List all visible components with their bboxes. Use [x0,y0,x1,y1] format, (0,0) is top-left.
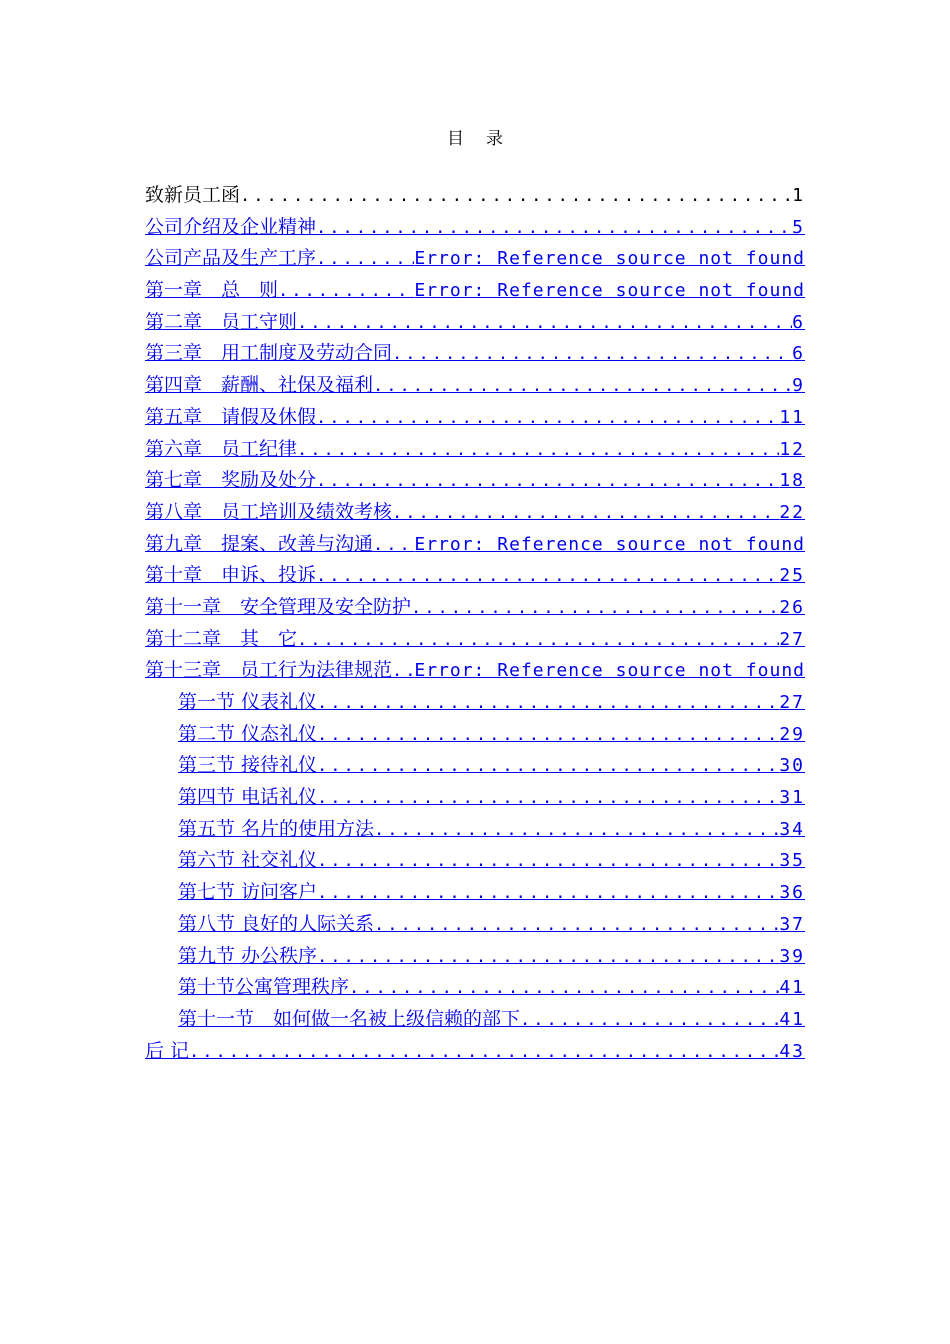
toc-leader-dots [316,244,414,275]
toc-entry-title: 第七节 访问客户 [178,881,318,904]
toc-entry-title: 第二章 员工守则 [145,310,298,333]
toc-leader-dots [317,688,779,719]
toc-entry-title: 第十一章 安全管理及安全防护 [145,595,412,618]
toc-section-link[interactable] [178,972,805,1004]
toc-chapter-link[interactable] [145,275,805,307]
toc-page-number: 34 [779,818,805,840]
toc-page-number: 27 [779,692,805,713]
toc-entry-title: 第四节 电话礼仪 [178,786,318,809]
toc-page-number: Error: Reference source not found [414,248,805,270]
toc-page-number: 31 [779,787,805,809]
toc-page-number: 22 [779,501,805,523]
toc-entry-title: 第一节 仪表礼仪 [178,691,318,713]
toc-page-number: Error: Reference source not found [414,660,805,682]
toc-page-number: 30 [779,755,805,777]
toc-entry-title: 致新员工函 [145,184,241,206]
toc-section-link[interactable] [178,750,805,782]
toc-chapter-link[interactable] [145,1036,805,1068]
toc-page-number: 43 [779,1040,805,1062]
toc-entry-title: 第五节 名片的使用方法 [178,817,375,840]
toc-page-number: 37 [779,913,805,935]
toc-leader-dots [392,339,792,370]
toc-leader-dots [520,1005,779,1036]
toc-leader-dots [317,720,779,751]
toc-entry-title: 后 记 [145,1039,190,1062]
toc-chapter-link[interactable] [145,655,805,687]
toc-leader-dots [317,846,779,877]
toc-section-link[interactable] [178,719,805,751]
toc-page-number: 11 [779,406,805,428]
toc-entry-title: 第十章 申诉、投诉 [145,564,317,587]
toc-chapter-link[interactable] [145,212,805,244]
toc-chapter-link[interactable] [145,307,805,339]
toc-section-link[interactable] [178,877,805,909]
toc-chapter-link[interactable] [145,592,805,624]
toc-entry-title: 第四章 薪酬、社保及福利 [145,374,374,397]
toc-leader-dots [317,942,779,973]
toc-section-link[interactable] [178,782,805,814]
toc-entry-title: 第十一节 如何做一名被上级信赖的部下 [178,1007,521,1030]
toc-entry-title: 第十节公寓管理秩序 [178,976,350,999]
toc-entry-title: 第十二章 其 它 [145,627,298,650]
toc-page-number: 18 [779,470,805,492]
toc-entry-title: 第一章 总 则 [145,279,279,302]
toc-chapter-link[interactable] [145,402,805,434]
toc-entry [145,180,805,212]
toc-section-link[interactable] [178,845,805,877]
toc-chapter-link[interactable] [145,560,805,592]
toc-page-number: 9 [792,375,805,397]
toc-leader-dots [317,783,779,814]
toc-leader-dots [349,973,779,1004]
toc-leader-dots [374,815,779,846]
toc-leader-dots [316,561,779,592]
toc-leader-dots [392,498,779,529]
toc-leader-dots [317,751,779,782]
toc-leader-dots [373,530,414,561]
toc-leader-dots [374,910,779,941]
toc-section-link[interactable] [178,1004,805,1036]
toc-page-number: 6 [792,343,805,365]
toc-section-link[interactable] [178,814,805,846]
toc-leader-dots [392,656,414,687]
toc-leader-dots [316,403,779,434]
toc-page-number: 29 [779,723,805,745]
toc-entry-title: 第三章 用工制度及劳动合同 [145,342,393,365]
toc-chapter-link[interactable] [145,434,805,466]
toc-section-link[interactable] [178,941,805,973]
toc-leader-dots [297,625,779,656]
toc-page-number: 27 [779,628,805,650]
toc-page-number: Error: Reference source not found [414,533,805,555]
toc-entry-title: 第二节 仪态礼仪 [178,722,318,745]
toc-heading: 目录 [447,129,525,149]
toc-page-number: 1 [792,185,805,206]
toc-leader-dots [278,276,414,307]
toc-entry-title: 第九节 办公秩序 [178,944,318,967]
toc-entry-title: 第五章 请假及休假 [145,405,317,428]
toc-entry-title: 公司介绍及企业精神 [145,215,317,238]
toc-entry-title: 第六节 社交礼仪 [178,849,318,872]
toc-leader-dots [297,435,779,466]
toc-leader-dots [316,213,792,244]
toc-entry-title: 第九章 提案、改善与沟通 [145,532,374,555]
toc-chapter-link[interactable] [145,338,805,370]
table-of-contents [145,180,805,1067]
toc-section-link[interactable] [178,687,805,719]
toc-chapter-link[interactable] [145,370,805,402]
toc-page-number: Error: Reference source not found [414,280,805,302]
toc-entry-title: 公司产品及生产工序 [145,247,317,270]
toc-leader-dots [189,1037,779,1068]
toc-chapter-link[interactable] [145,497,805,529]
toc-chapter-link[interactable] [145,465,805,497]
toc-page-number: 6 [792,311,805,333]
toc-page-number: 25 [779,565,805,587]
toc-section-link[interactable] [178,909,805,941]
toc-leader-dots [316,466,779,497]
toc-leader-dots [317,878,779,909]
toc-entry-title: 第八章 员工培训及绩效考核 [145,500,393,523]
toc-leader-dots [411,593,779,624]
toc-page-number: 41 [779,977,805,999]
toc-page-number: 41 [779,1008,805,1030]
toc-page-number: 35 [779,850,805,872]
toc-chapter-link[interactable] [145,243,805,275]
toc-leader-dots [373,371,792,402]
toc-leader-dots [297,308,792,339]
toc-page-number: 36 [779,882,805,904]
toc-page-number: 12 [779,438,805,460]
toc-leader-dots [240,181,792,212]
toc-chapter-link[interactable] [145,529,805,561]
toc-page-number: 39 [779,945,805,967]
toc-entry-title: 第十三章 员工行为法律规范 [145,659,393,682]
toc-entry-title: 第七章 奖励及处分 [145,469,317,492]
toc-page-number: 5 [792,216,805,238]
toc-entry-title: 第八节 良好的人际关系 [178,912,375,935]
toc-page-number: 26 [779,596,805,618]
toc-entry-title: 第三节 接待礼仪 [178,754,318,777]
toc-chapter-link[interactable] [145,624,805,656]
toc-entry-title: 第六章 员工纪律 [145,437,298,460]
